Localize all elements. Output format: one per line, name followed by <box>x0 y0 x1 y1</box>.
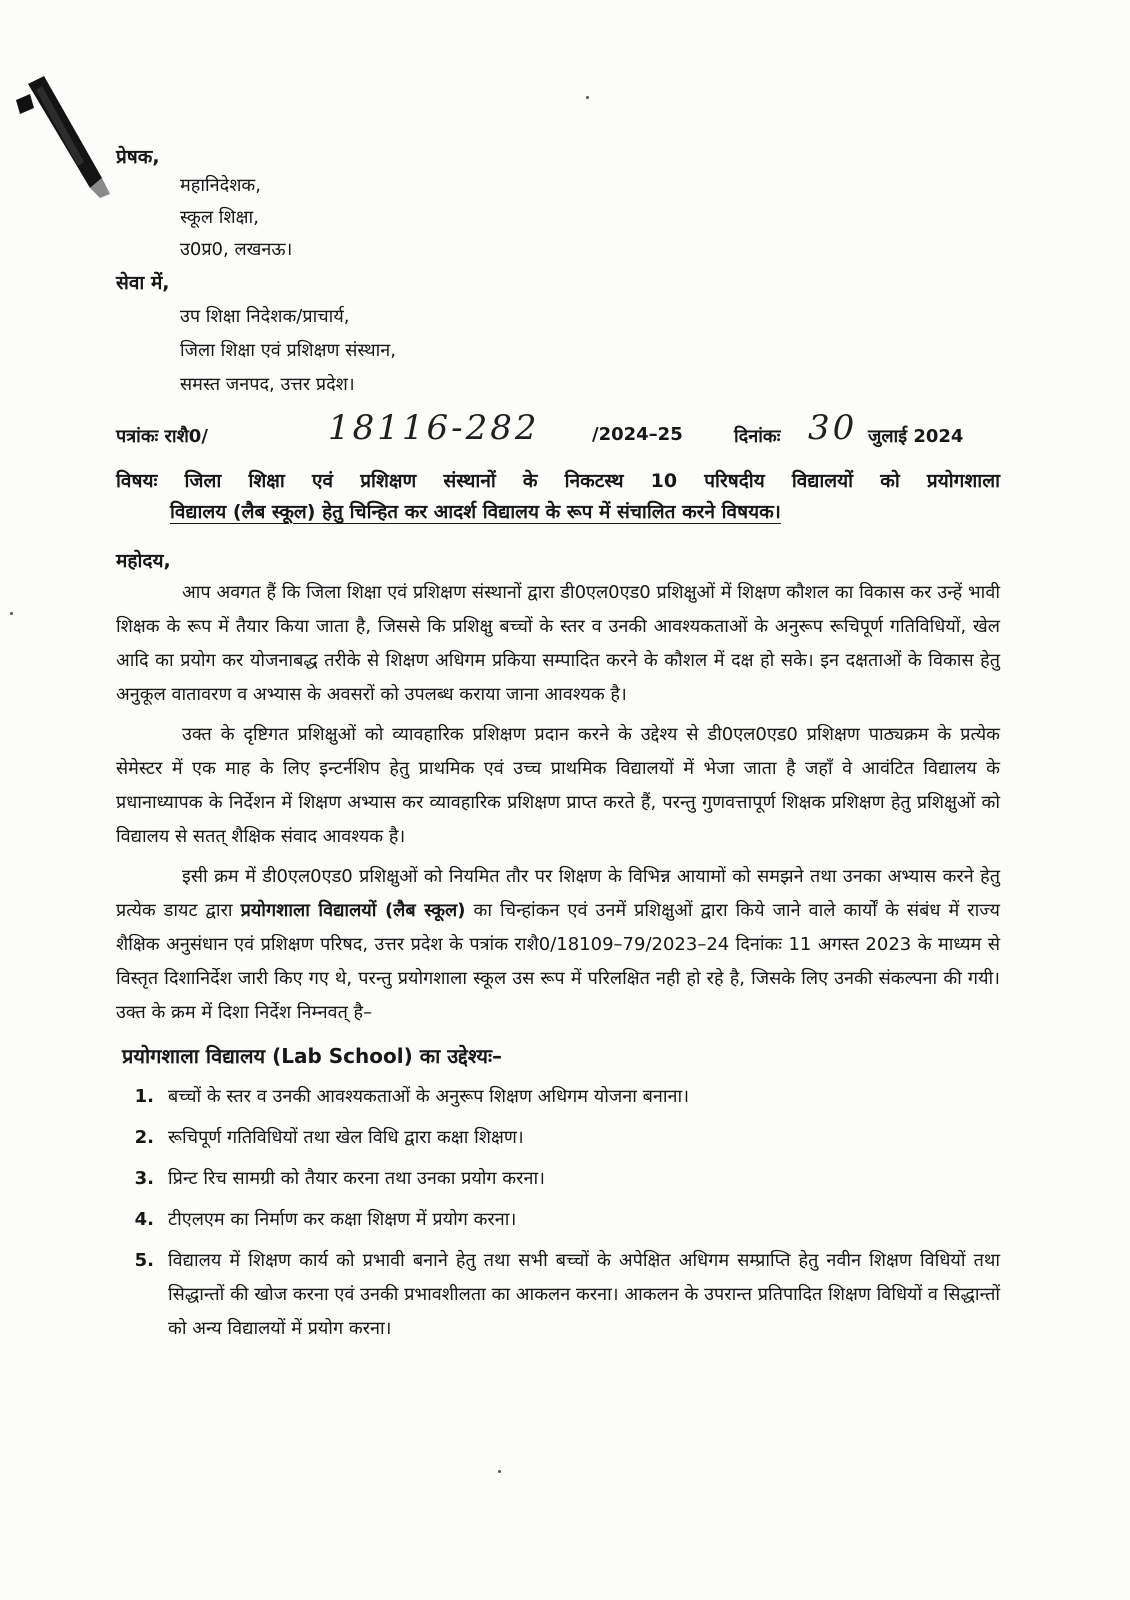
date-month-year: जुलाई 2024 <box>868 426 964 447</box>
subject-line-2: विद्यालय (लैब स्कूल) हेतु चिन्हित कर आदर्श विद्यालय के रूप में संचालित करने विषयक। <box>170 501 781 523</box>
sender-line: स्कूल शिक्षा, <box>180 207 259 228</box>
subject-line-2-wrap <box>116 497 1000 528</box>
list-item-text: विद्यालय में शिक्षण कार्य को प्रभावी बनाने हेतु तथा सभी बच्चों के अपेक्षित अधिगम सम्प्राप्ति हेतु नवीन शिक्षण विधियों तथा सिद्धान्तों की खोज करना एवं उनकी प्रभावशीलता का आकलन करना। आकलन के उपरान्त प्रतिपादित शिक्षण विधियों व सिद्धान्तों को अन्य विद्यालयों में प्रयोग करना। <box>168 1250 1000 1339</box>
subject <box>116 466 1000 528</box>
list-item-text: रूचिपूर्ण गतिविधियों तथा खेल विधि द्वारा कक्षा शिक्षण। <box>168 1127 524 1148</box>
paragraph-1: आप अवगत हैं कि जिला शिक्षा एवं प्रशिक्षण संस्थानों द्वारा डी0एल0एड0 प्रशिक्षुओं में शिक्षण कौशल का विकास कर उन्हें भावी शिक्षक के रूप में तैयार किया जाता है, जिससे कि प्रशिक्षु बच्चों के स्तर व उनकी आवश्यकताओं के अनुरूप रूचिपूर्ण गतिविधियों, खेल आदि का प्रयोग कर योजनाबद्ध तरीके से शिक्षण अधिगम प्रकिया सम्पादित करने के कौशल में दक्ष हो सके। इन दक्षताओं के विकास हेतु अनुकूल वातावरण व अभ्यास के अवसरों को उपलब्ध कराया जाना आवश्यक है। <box>116 582 1000 705</box>
list-item <box>116 1203 1000 1237</box>
list-item-number: 1. <box>134 1086 154 1107</box>
date-day-handwritten: 30 <box>808 408 858 448</box>
list-item <box>116 1162 1000 1196</box>
recipient-block <box>116 268 1000 400</box>
reference-prefix: पत्रांकः राशै0/ <box>116 426 208 447</box>
list-item-number: 5. <box>134 1250 154 1271</box>
list-item-number: 2. <box>134 1127 154 1148</box>
paragraph-3-text: का चिन्हांकन एवं उनमें प्रशिक्षुओं द्वारा किये जाने वाले कार्यों के संबंध में राज्य शैक्षिक अनुसंधान एवं प्रशिक्षण परिषद, उत्तर प्रदेश के पत्रांक राशै0/18109–79/2023–24 दिनांकः 11 अगस्त 2023 के माध्यम से विस्तृत दिशानिर्देश जारी किए गए थे, परन्तु प्रयोगशाला स्कूल उस रूप में परिलक्षित नही हो रहे है, जिसके लिए उनकी संकल्पना की गयी। उक्त के क्रम में दिशा निर्देश निम्नवत् है– <box>116 900 1000 1023</box>
recipient-line: समस्त जनपद, उत्तर प्रदेश। <box>180 374 355 395</box>
reference-year: /2024–25 <box>592 424 683 445</box>
paragraph-2: उक्त के दृष्टिगत प्रशिक्षुओं को व्यावहारिक प्रशिक्षण प्रदान करने के उद्देश्य से डी0एल0एड0 प्रशिक्षण पाठ्यक्रम के प्रत्येक सेमेस्टर में एक माह के लिए इन्टर्नशिप हेतु प्राथमिक एवं उच्च प्राथमिक विद्यालयों में भेजा जाता है जहाँ वे आवंटित विद्यालय के प्रधानाध्यापक के निर्देशन में शिक्षण अभ्यास कर व्यावहारिक प्रशिक्षण प्राप्त करते हैं, परन्तु गुणवत्तापूर्ण शिक्षक प्रशिक्षण हेतु प्रशिक्षुओं को विद्यालय से सतत् शैक्षिक संवाद आवश्यक है। <box>116 724 1000 847</box>
list-item <box>116 1244 1000 1346</box>
recipient-line: उप शिक्षा निदेशक/प्राचार्य, <box>180 306 350 327</box>
paragraph-3-text: इसी क्रम में डी0एल0एड0 प्रशिक्षुओं को नियमित तौर पर शिक्षण के विभिन्न आयामों को समझने तथा उनका अभ्यास करने हेतु प्रत्येक डायट द्वारा <box>116 866 1000 921</box>
objectives-heading: प्रयोगशाला विद्यालय (Lab School) का उद्देश्यः– <box>122 1044 502 1068</box>
scan-speck <box>586 96 589 99</box>
pen-icon <box>14 70 114 200</box>
subject-line-1: विषयः जिला शिक्षा एवं प्रशिक्षण संस्थानों के निकटस्थ 10 परिषदीय विद्यालयों को प्रयोगशाला <box>116 470 1000 492</box>
list-item-text: बच्चों के स्तर व उनकी आवश्यकताओं के अनुरूप शिक्षण अधिगम योजना बनाना। <box>168 1086 690 1107</box>
list-item-number: 3. <box>134 1168 154 1189</box>
list-item <box>116 1080 1000 1114</box>
sender-block <box>116 142 1000 264</box>
date-label: दिनांकः <box>734 426 781 447</box>
reference-number-handwritten: 18116-282 <box>328 408 540 448</box>
list-item-number: 4. <box>134 1209 154 1230</box>
objectives-list <box>116 1080 1000 1346</box>
recipient-line: जिला शिक्षा एवं प्रशिक्षण संस्थान, <box>180 340 396 361</box>
sender-label: प्रेषक, <box>116 146 160 168</box>
paragraph-3 <box>116 860 1000 1030</box>
scan-speck <box>498 1470 501 1473</box>
paragraph-3-bold: प्रयोगशाला विद्यालयों (लैब स्कूल) <box>240 900 466 921</box>
list-item-text: प्रिन्ट रिच सामग्री को तैयार करना तथा उनका प्रयोग करना। <box>168 1168 545 1189</box>
scan-speck <box>10 612 13 615</box>
list-item-text: टीएलएम का निर्माण कर कक्षा शिक्षण में प्रयोग करना। <box>168 1209 517 1230</box>
letter-body <box>116 142 1000 1353</box>
salutation: महोदय, <box>116 550 171 572</box>
sender-line: उ0प्र0, लखनऊ। <box>180 239 293 260</box>
list-item <box>116 1121 1000 1155</box>
reference-line <box>116 410 1000 462</box>
sender-line: महानिदेशक, <box>180 175 261 196</box>
recipient-label: सेवा में, <box>116 272 170 294</box>
